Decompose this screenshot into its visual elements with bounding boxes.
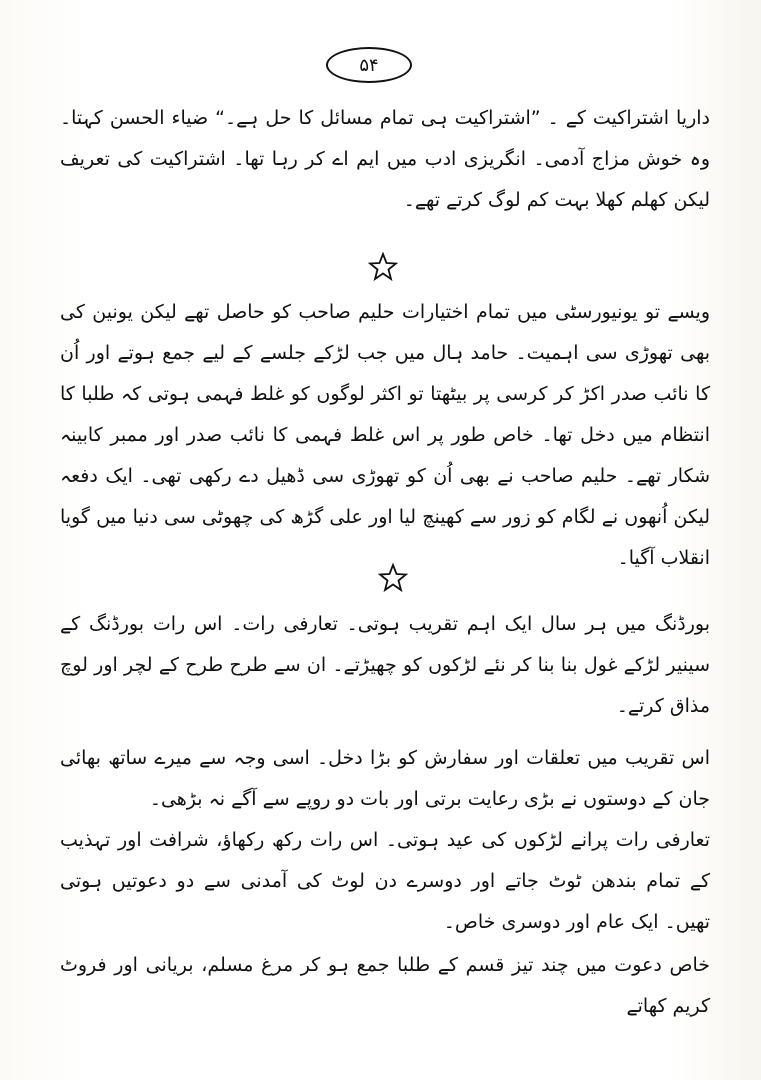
paragraph-union: ویسے تو یونیورسٹی میں تمام اختیارات حلیم صاحب کو حاصل تھے لیکن یونین کی بھی تھوڑی سی اہمیت۔ حامد ہال میں جب لڑکے جلسے کے لیے جمع ہوتے اور اُن کا نائب صدر اکڑ کر کرسی پر بیٹھتا تو اکثر لوگوں کو غلط فہمی ہوتی کہ طلبا کا انتظام میں دخل تھا۔ خاص طور پر اس غلط فہمی کا نائب صدر اور ممبر کابینہ شکار تھے۔ حلیم صاحب نے بھی اُن کو تھوڑی سی ڈھیل دے رکھی تھی۔ ایک دفعہ لیکن اُنھوں نے لگام کو زور سے کھینچ لیا اور علی گڑھ کی چھوٹی سی دنیا میں گویا انقلاب آگیا۔ xyxy=(60,301,710,569)
paragraph-socialism: داریا اشتراکیت کے ۔ ”اشتراکیت ہی تمام مسائل کا حل ہے۔“ ضیاء الحسن کہتا۔ وہ خوش مزاج آدمی۔ انگریزی ادب میں ایم اے کر رہا تھا۔ اشتراکیت کی تعریف لیکن کھلم کھلا بہت کم لوگ کرتے تھے۔ xyxy=(60,107,710,211)
section-divider-star-icon xyxy=(378,563,408,593)
paragraph-eid-night: تعارفی رات پرانے لڑکوں کی عید ہوتی۔ اس رات رکھ رکھاؤ، شرافت اور تہذیب کے تمام بندھن ٹوٹ جاتے اور دوسرے دن لوٹ کی آمدنی سے دو دعوتیں ہوتی تھیں۔ ایک عام اور دوسری خاص۔ xyxy=(60,829,710,933)
section-divider-star-icon xyxy=(368,252,398,282)
paragraph-recommendation: اس تقریب میں تعلقات اور سفارش کو بڑا دخل۔ اسی وجہ سے میرے ساتھ بھائی جان کے دوستوں نے بڑی رعایت برتی اور بات دو روپے سے آگے نہ بڑھی۔ xyxy=(60,747,710,810)
paragraph-special-feast: خاص دعوت میں چند تیز قسم کے طلبا جمع ہو کر مرغ مسلم، بریانی اور فروٹ کریم کھاتے xyxy=(60,954,710,1017)
page-number: ۵۴ xyxy=(326,47,412,83)
paragraph-boarding-night: بورڈنگ میں ہر سال ایک اہم تقریب ہوتی۔ تعارفی رات۔ اس رات بورڈنگ کے سینیر لڑکے غول بنا بنا کر نئے لڑکوں کو چھیڑتے۔ ان سے طرح طرح کے لچر اور لوچ مذاق کرتے۔ xyxy=(60,613,710,717)
